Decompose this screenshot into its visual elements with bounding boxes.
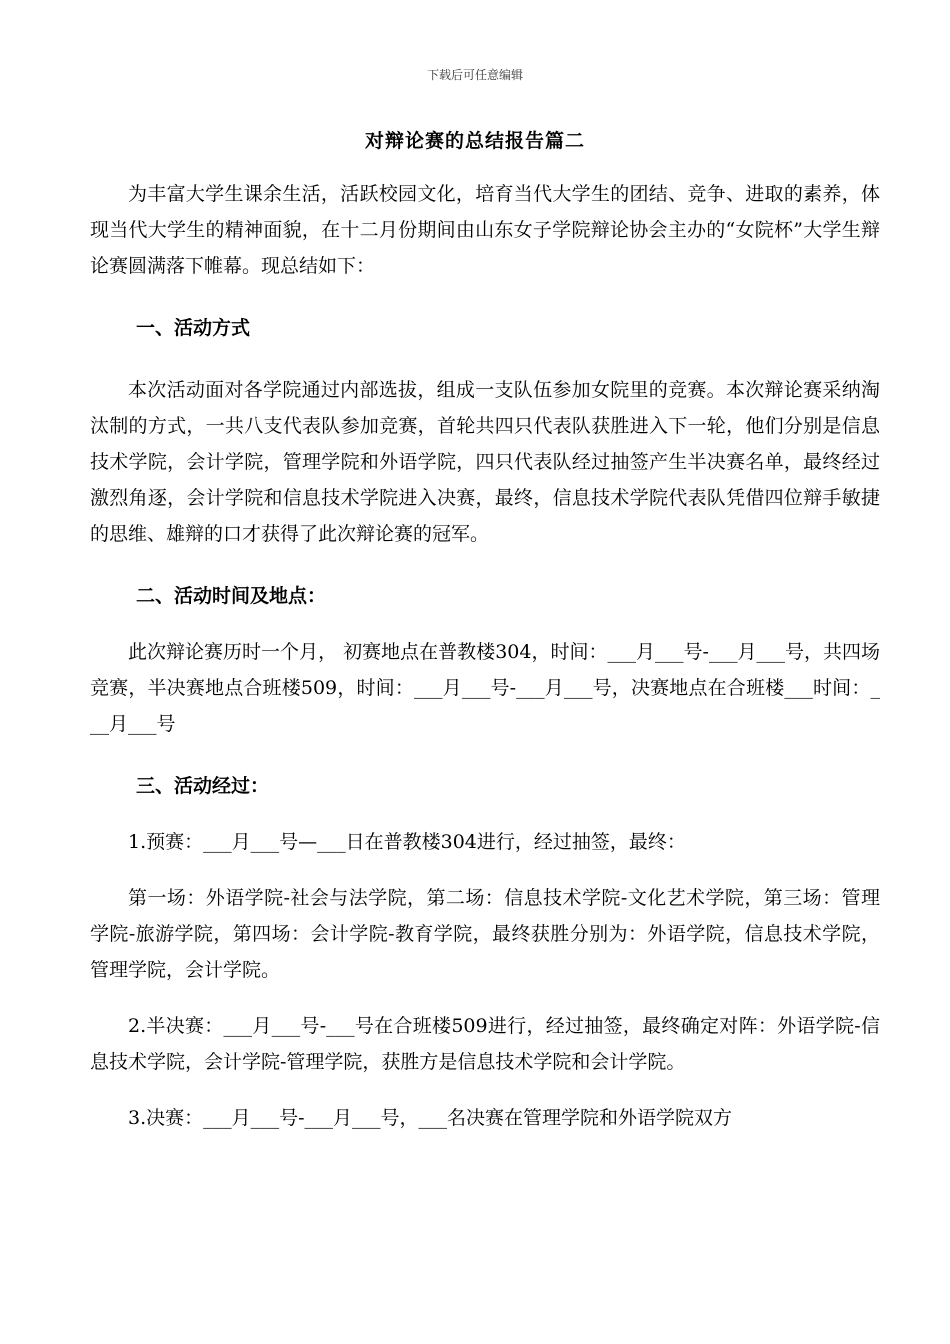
section1-body: 本次活动面对各学院通过内部选拔，组成一支队伍参加女院里的竞赛。本次辩论赛采纳淘汰制的方式，一共八支代表队参加竞赛，首轮共四只代表队获胜进入下一轮，他们分别是信息技术学院，会计学院，管理学院和外语学院，四只代表队经过抽签产生半决赛名单，最终经过激烈角逐，会计学院和信息技术学院进入决赛，最终，信息技术学院代表队凭借四位辩手敏捷的思维、雄辩的口才获得了此次辩论赛的冠军。 <box>90 379 880 545</box>
section3-item2: 2.半决赛：___月___号-___号在合班楼509进行，经过抽签，最终确定对阵：外语学院-信息技术学院，会计学院-管理学院，获胜方是信息技术学院和会计学院。 <box>90 1015 880 1073</box>
section3-item1-detail: 第一场：外语学院-社会与法学院，第二场：信息技术学院-文化艺术学院，第三场：管理学院-旅游学院，第四场：会计学院-教育学院，最终获胜分别为：外语学院，信息技术学院，管理学院，会计学院。 <box>90 887 880 981</box>
intro-paragraph: 为丰富大学生课余生活，活跃校园文化，培育当代大学生的团结、竞争、进取的素养，体现当代大学生的精神面貌，在十二月份期间由山东女子学院辩论协会主办的“女院杯”大学生辩论赛圆满落下帷幕。现总结如下： <box>90 183 880 277</box>
section3-item3: 3.决赛：___月___号-___月___号，___名决赛在管理学院和外语学院双方 <box>128 1107 733 1129</box>
section2-body: 此次辩论赛历时一个月， 初赛地点在普教楼304，时间：___月___号-___月___号，共四场竞赛，半决赛地点合班楼509，时间：___月___号-___月___号，决赛地点在合班楼___时间：___月___号 <box>90 641 880 735</box>
header-note: 下载后可任意编辑 <box>426 68 523 82</box>
document-body <box>90 176 880 1136</box>
section3-heading: 三、活动经过： <box>136 775 270 797</box>
section3-item1: 1.预赛：___月___号—___日在普教楼304进行，经过抽签，最终： <box>128 831 686 853</box>
section1-heading: 一、活动方式 <box>136 317 251 339</box>
section2-heading: 二、活动时间及地点： <box>136 585 327 607</box>
document-title: 对辩论赛的总结报告篇二 <box>364 130 585 152</box>
